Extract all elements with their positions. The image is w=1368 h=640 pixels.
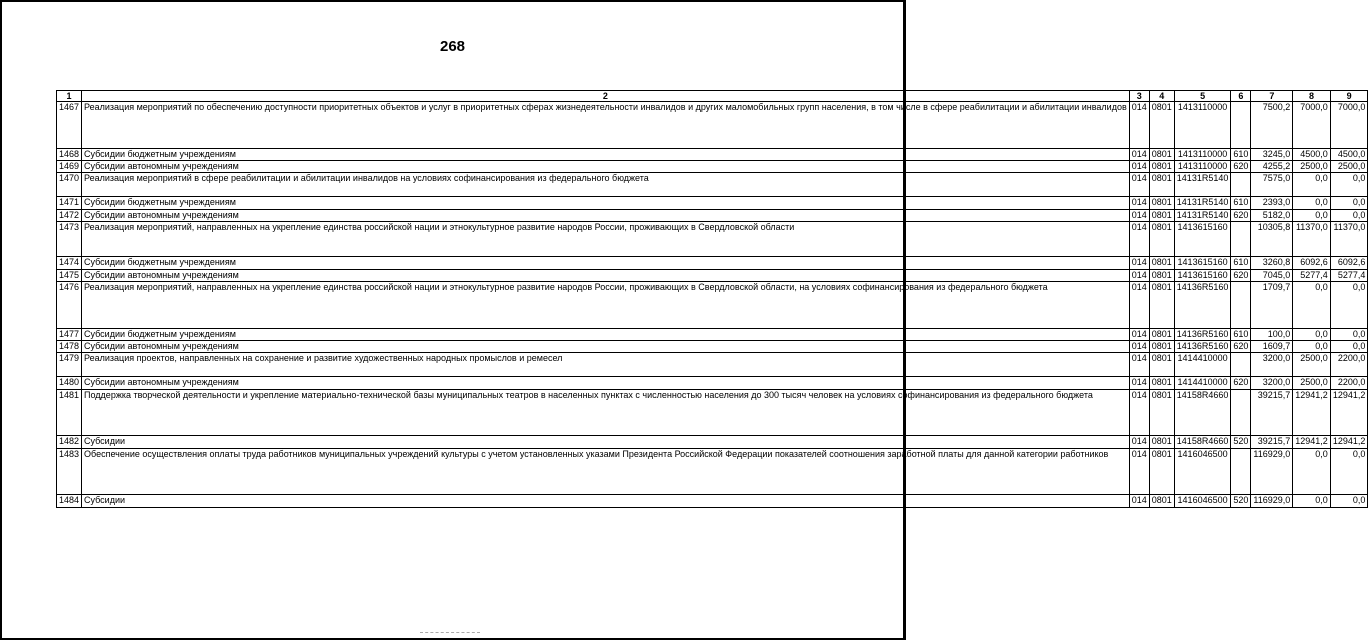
cell-c7: 3200,0 — [1251, 353, 1293, 377]
header-col-1: 1 — [57, 91, 82, 102]
cell-c6: 520 — [1231, 436, 1251, 448]
cell-c6: 620 — [1231, 209, 1251, 221]
cell-c6 — [1231, 353, 1251, 377]
cell-c6: 610 — [1231, 257, 1251, 269]
table-row — [57, 448, 1368, 495]
cell-name: Субсидии автономным учреждениям — [82, 269, 1130, 281]
cell-c8: 12941,2 — [1293, 436, 1331, 448]
header-col-2: 2 — [82, 91, 1130, 102]
cell-c6: 610 — [1231, 197, 1251, 209]
cell-name: Реализация мероприятий в сфере реабилитации и абилитации инвалидов на условиях софинансирования из федерального бюджета — [82, 173, 1130, 197]
cell-c3: 014 — [1129, 161, 1149, 173]
cell-c9: 0,0 — [1330, 341, 1368, 353]
table-row — [57, 269, 1368, 281]
cell-n: 1471 — [57, 197, 82, 209]
cell-n: 1474 — [57, 257, 82, 269]
cell-c8: 0,0 — [1293, 495, 1331, 507]
cell-c4: 0801 — [1149, 269, 1174, 281]
cell-n: 1480 — [57, 377, 82, 389]
cell-name: Реализация мероприятий, направленных на укрепление единства российской нации и этнокультурное развитие народов России, проживающих в Свердловской области, на условиях софинансирования из федерального бюджета — [82, 282, 1130, 329]
cell-c5: 14131R5140 — [1174, 173, 1231, 197]
cell-c7: 10305,8 — [1251, 222, 1293, 257]
cell-c4: 0801 — [1149, 377, 1174, 389]
cell-c4: 0801 — [1149, 257, 1174, 269]
cell-c9: 5277,4 — [1330, 269, 1368, 281]
cell-c4: 0801 — [1149, 148, 1174, 160]
cell-c4: 0801 — [1149, 448, 1174, 495]
cell-c9: 12941,2 — [1330, 436, 1368, 448]
cell-c7: 116929,0 — [1251, 495, 1293, 507]
cell-c3: 014 — [1129, 269, 1149, 281]
cell-c7: 100,0 — [1251, 328, 1293, 340]
cell-c6: 620 — [1231, 377, 1251, 389]
cell-n: 1467 — [57, 102, 82, 149]
cell-c9: 0,0 — [1330, 173, 1368, 197]
cell-name: Субсидии бюджетным учреждениям — [82, 257, 1130, 269]
cell-name: Реализация мероприятий, направленных на укрепление единства российской нации и этнокультурное развитие народов России, проживающих в Свердловской области — [82, 222, 1130, 257]
cell-c3: 014 — [1129, 197, 1149, 209]
cell-c5: 14158R4660 — [1174, 389, 1231, 436]
cell-c5: 1414410000 — [1174, 377, 1231, 389]
cell-c3: 014 — [1129, 209, 1149, 221]
cell-c3: 014 — [1129, 148, 1149, 160]
cell-c5: 14136R5160 — [1174, 282, 1231, 329]
cell-name: Субсидии бюджетным учреждениям — [82, 197, 1130, 209]
cell-c9: 11370,0 — [1330, 222, 1368, 257]
cell-c7: 39215,7 — [1251, 389, 1293, 436]
cell-c3: 014 — [1129, 341, 1149, 353]
cell-c5: 1413615160 — [1174, 257, 1231, 269]
cell-c7: 3260,8 — [1251, 257, 1293, 269]
header-col-4: 4 — [1149, 91, 1174, 102]
cell-c8: 2500,0 — [1293, 353, 1331, 377]
cell-n: 1469 — [57, 161, 82, 173]
cell-c6 — [1231, 389, 1251, 436]
cell-name: Субсидии бюджетным учреждениям — [82, 328, 1130, 340]
cell-name: Обеспечение осуществления оплаты труда работников муниципальных учреждений культуры с учетом установленных указами Президента Российской Федерации показателей соотношения заработной платы для данной категории работников — [82, 448, 1130, 495]
cell-c8: 7000,0 — [1293, 102, 1331, 149]
table-row — [57, 222, 1368, 257]
table-row — [57, 148, 1368, 160]
cell-name: Реализация проектов, направленных на сохранение и развитие художественных народных промыслов и ремесел — [82, 353, 1130, 377]
cell-c8: 2500,0 — [1293, 377, 1331, 389]
cell-c7: 7575,0 — [1251, 173, 1293, 197]
table-row — [57, 389, 1368, 436]
cell-c6: 610 — [1231, 328, 1251, 340]
cell-c3: 014 — [1129, 328, 1149, 340]
cell-name: Реализация мероприятий по обеспечению доступности приоритетных объектов и услуг в приоритетных сферах жизнедеятельности инвалидов и других маломобильных групп населения, в том числе в сфере реабилитации и абилитации инвалидов — [82, 102, 1130, 149]
cell-c4: 0801 — [1149, 102, 1174, 149]
cell-c6 — [1231, 173, 1251, 197]
cell-c3: 014 — [1129, 282, 1149, 329]
header-col-8: 8 — [1293, 91, 1331, 102]
cell-c6: 620 — [1231, 341, 1251, 353]
cell-c3: 014 — [1129, 495, 1149, 507]
cell-c7: 7045,0 — [1251, 269, 1293, 281]
cell-c5: 1414410000 — [1174, 353, 1231, 377]
table-row — [57, 102, 1368, 149]
cell-n: 1479 — [57, 353, 82, 377]
cell-name: Субсидии бюджетным учреждениям — [82, 148, 1130, 160]
cell-name: Субсидии автономным учреждениям — [82, 377, 1130, 389]
cell-c9: 4500,0 — [1330, 148, 1368, 160]
cell-c7: 39215,7 — [1251, 436, 1293, 448]
cell-c8: 5277,4 — [1293, 269, 1331, 281]
cell-n: 1473 — [57, 222, 82, 257]
table-row — [57, 328, 1368, 340]
cell-c9: 2500,0 — [1330, 161, 1368, 173]
cell-c5: 1413615160 — [1174, 222, 1231, 257]
cell-c5: 14131R5140 — [1174, 197, 1231, 209]
cell-c8: 0,0 — [1293, 341, 1331, 353]
cell-c3: 014 — [1129, 353, 1149, 377]
cell-n: 1482 — [57, 436, 82, 448]
cell-n: 1476 — [57, 282, 82, 329]
cell-c9: 12941,2 — [1330, 389, 1368, 436]
table-body — [57, 102, 1368, 508]
cell-n: 1483 — [57, 448, 82, 495]
cell-c9: 7000,0 — [1330, 102, 1368, 149]
cell-c8: 0,0 — [1293, 328, 1331, 340]
cell-c7: 1609,7 — [1251, 341, 1293, 353]
cell-c5: 1413110000 — [1174, 148, 1231, 160]
cell-n: 1481 — [57, 389, 82, 436]
cell-c5: 1416046500 — [1174, 495, 1231, 507]
cell-name: Субсидии — [82, 495, 1130, 507]
table-row — [57, 209, 1368, 221]
cell-c3: 014 — [1129, 448, 1149, 495]
cell-c4: 0801 — [1149, 197, 1174, 209]
cell-c8: 6092,6 — [1293, 257, 1331, 269]
table-row — [57, 282, 1368, 329]
header-col-3: 3 — [1129, 91, 1149, 102]
header-col-7: 7 — [1251, 91, 1293, 102]
table-row — [57, 341, 1368, 353]
cell-c3: 014 — [1129, 173, 1149, 197]
table-row — [57, 353, 1368, 377]
cell-n: 1472 — [57, 209, 82, 221]
cell-c5: 14136R5160 — [1174, 328, 1231, 340]
header-col-9: 9 — [1330, 91, 1368, 102]
cell-c8: 2500,0 — [1293, 161, 1331, 173]
cell-name: Поддержка творческой деятельности и укрепление материально-технической базы муниципальных театров в населенных пунктах с численностью населения до 300 тысяч человек на условиях софинансирования из федерального бюджета — [82, 389, 1130, 436]
budget-table — [56, 90, 1368, 508]
cell-c6 — [1231, 282, 1251, 329]
cell-c6: 620 — [1231, 269, 1251, 281]
cell-c3: 014 — [1129, 257, 1149, 269]
cell-n: 1484 — [57, 495, 82, 507]
scan-artifact — [420, 632, 480, 635]
cell-name: Субсидии автономным учреждениям — [82, 209, 1130, 221]
cell-c8: 0,0 — [1293, 448, 1331, 495]
cell-c9: 0,0 — [1330, 448, 1368, 495]
cell-c9: 0,0 — [1330, 282, 1368, 329]
cell-c6: 620 — [1231, 161, 1251, 173]
cell-c7: 116929,0 — [1251, 448, 1293, 495]
cell-c5: 14131R5140 — [1174, 209, 1231, 221]
cell-c4: 0801 — [1149, 353, 1174, 377]
cell-c7: 2393,0 — [1251, 197, 1293, 209]
cell-c3: 014 — [1129, 222, 1149, 257]
cell-c9: 0,0 — [1330, 197, 1368, 209]
cell-c4: 0801 — [1149, 328, 1174, 340]
cell-n: 1470 — [57, 173, 82, 197]
cell-c5: 1413110000 — [1174, 102, 1231, 149]
cell-n: 1477 — [57, 328, 82, 340]
cell-name: Субсидии автономным учреждениям — [82, 341, 1130, 353]
cell-c4: 0801 — [1149, 436, 1174, 448]
cell-c7: 1709,7 — [1251, 282, 1293, 329]
cell-c4: 0801 — [1149, 173, 1174, 197]
cell-name: Субсидии автономным учреждениям — [82, 161, 1130, 173]
cell-c3: 014 — [1129, 102, 1149, 149]
cell-c5: 14158R4660 — [1174, 436, 1231, 448]
cell-c7: 3200,0 — [1251, 377, 1293, 389]
cell-c9: 2200,0 — [1330, 377, 1368, 389]
cell-c9: 6092,6 — [1330, 257, 1368, 269]
table-row — [57, 161, 1368, 173]
cell-c9: 0,0 — [1330, 209, 1368, 221]
cell-c6 — [1231, 222, 1251, 257]
cell-c5: 1413110000 — [1174, 161, 1231, 173]
table-row — [57, 436, 1368, 448]
table-row — [57, 495, 1368, 507]
cell-c4: 0801 — [1149, 282, 1174, 329]
header-col-6: 6 — [1231, 91, 1251, 102]
cell-c3: 014 — [1129, 389, 1149, 436]
table-row — [57, 197, 1368, 209]
table-row — [57, 377, 1368, 389]
cell-n: 1478 — [57, 341, 82, 353]
table-row — [57, 173, 1368, 197]
table-row — [57, 257, 1368, 269]
cell-c7: 7500,2 — [1251, 102, 1293, 149]
cell-c8: 12941,2 — [1293, 389, 1331, 436]
cell-c8: 4500,0 — [1293, 148, 1331, 160]
cell-c4: 0801 — [1149, 161, 1174, 173]
cell-c5: 14136R5160 — [1174, 341, 1231, 353]
cell-c8: 0,0 — [1293, 282, 1331, 329]
cell-c8: 0,0 — [1293, 197, 1331, 209]
cell-c8: 11370,0 — [1293, 222, 1331, 257]
cell-c9: 0,0 — [1330, 328, 1368, 340]
cell-c4: 0801 — [1149, 341, 1174, 353]
cell-c6 — [1231, 102, 1251, 149]
cell-c4: 0801 — [1149, 495, 1174, 507]
cell-c6 — [1231, 448, 1251, 495]
cell-c8: 0,0 — [1293, 173, 1331, 197]
cell-n: 1475 — [57, 269, 82, 281]
cell-c3: 014 — [1129, 377, 1149, 389]
cell-c7: 5182,0 — [1251, 209, 1293, 221]
header-col-5: 5 — [1174, 91, 1231, 102]
cell-c7: 3245,0 — [1251, 148, 1293, 160]
cell-c3: 014 — [1129, 436, 1149, 448]
cell-c4: 0801 — [1149, 222, 1174, 257]
cell-name: Субсидии — [82, 436, 1130, 448]
cell-c7: 4255,2 — [1251, 161, 1293, 173]
cell-c6: 610 — [1231, 148, 1251, 160]
cell-n: 1468 — [57, 148, 82, 160]
cell-c9: 0,0 — [1330, 495, 1368, 507]
cell-c6: 520 — [1231, 495, 1251, 507]
header-row — [57, 91, 1368, 102]
cell-c5: 1413615160 — [1174, 269, 1231, 281]
cell-c5: 1416046500 — [1174, 448, 1231, 495]
cell-c9: 2200,0 — [1330, 353, 1368, 377]
page-number: 268 — [439, 38, 466, 55]
cell-c4: 0801 — [1149, 389, 1174, 436]
cell-c8: 0,0 — [1293, 209, 1331, 221]
cell-c4: 0801 — [1149, 209, 1174, 221]
